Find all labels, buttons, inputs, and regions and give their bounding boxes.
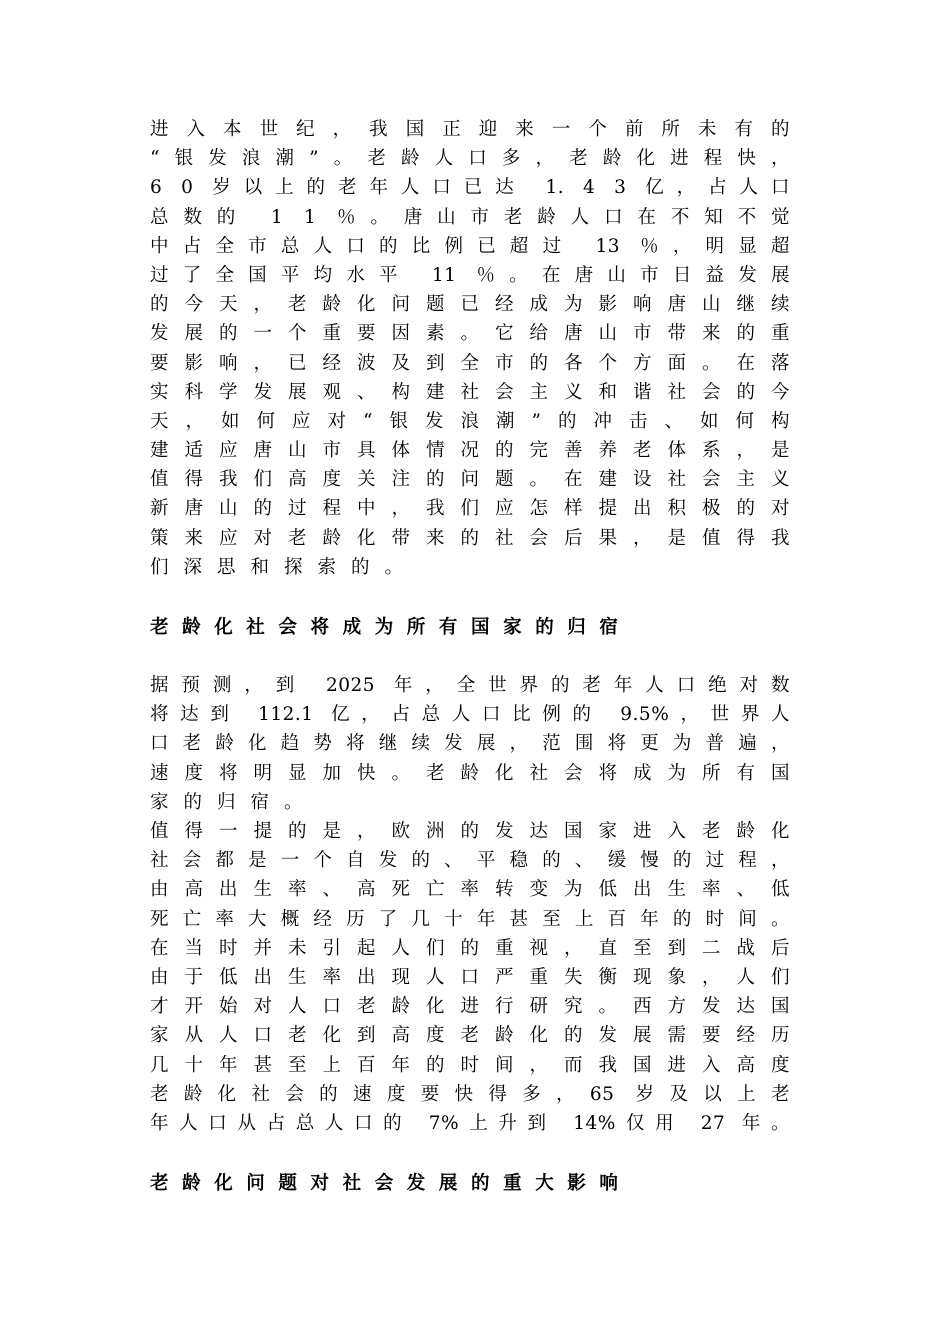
text-line: 据预测，到 2025 年，全世界的老年人口绝对数 [150,675,790,696]
text-line: 才开始对人口老龄化进行研究。西方发达国 [150,996,790,1018]
text-line: 总数的 1 1 ％。唐山市老龄人口在不知不觉 [150,206,790,228]
text-line: 们深思和探索的。 [150,556,419,578]
text-line: 中占全市总人口的比例已超过 13 ％，明显超 [150,235,790,257]
text-line: 要影响，已经波及到全市的各个方面。在落 [150,352,790,374]
text-line: “银发浪潮”。老龄人口多，老龄化进程快， [150,148,790,170]
section-heading-aging-impact: 老龄化问题对社会发展的重大影响 [150,1173,632,1194]
text-line: 由于低出生率出现人口严重失衡现象，人们 [150,966,790,988]
text-line: 社会都是一个自发的、平稳的、缓慢的过程， [150,850,790,872]
text-line: 新唐山的过程中，我们应怎样提出积极的对 [150,498,790,520]
text-line: 天，如何应对“银发浪潮”的冲击、如何构 [150,410,790,432]
text-line: 进入本世纪，我国正迎来一个前所未有的 [150,119,790,140]
text-line: 策来应对老龄化带来的社会后果，是值得我 [150,527,790,549]
text-line: 建适应唐山市具体情况的完善养老体系，是 [150,440,790,462]
text-line: 值得一提的是，欧洲的发达国家进入老龄化 [150,821,790,842]
text-line: 几十年甚至上百年的时间，而我国进入高度 [150,1054,790,1076]
text-line: 年人口从占总人口的 7%上升到 14%仅用 27 年。 [150,1112,790,1134]
paragraph-forecast [150,671,790,817]
text-line: 发展的一个重要因素。它给唐山市带来的重 [150,323,790,345]
text-line: 速度将明显加快。老龄化社会将成为所有国 [150,762,790,784]
text-line: 家从人口老化到高度老龄化的发展需要经历 [150,1025,790,1047]
paragraph-intro [150,115,790,582]
text-line: 死亡率大概经历了几十年甚至上百年的时间。 [150,908,790,930]
text-line: 将达到 112.1 亿，占总人口比例的 9.5%，世界人 [150,704,790,726]
text-line: 实科学发展观、构建社会主义和谐社会的今 [150,381,790,403]
text-line: 口老龄化趋势将继续发展，范围将更为普遍， [150,733,790,755]
text-line: 家的归宿。 [150,791,318,813]
text-line: 过了全国平均水平 11 ％。在唐山市日益发展 [150,264,790,286]
paragraph-europe-comparison [150,817,790,1138]
text-line: 在当时并未引起人们的重视，直至到二战后 [150,937,790,959]
text-line: 由高出生率、高死亡率转变为低出生率、低 [150,879,790,901]
text-line: 值得我们高度关注的问题。在建设社会主义 [150,469,790,491]
text-line: 老龄化社会的速度要快得多，65 岁及以上老 [150,1083,790,1105]
section-heading-aging-destination: 老龄化社会将成为所有国家的归宿 [150,617,632,638]
text-line: 6 0 岁以上的老年人口已达 1. 4 3 亿，占人口 [150,177,790,199]
text-line: 的今天，老龄化问题已经成为影响唐山继续 [150,294,790,316]
